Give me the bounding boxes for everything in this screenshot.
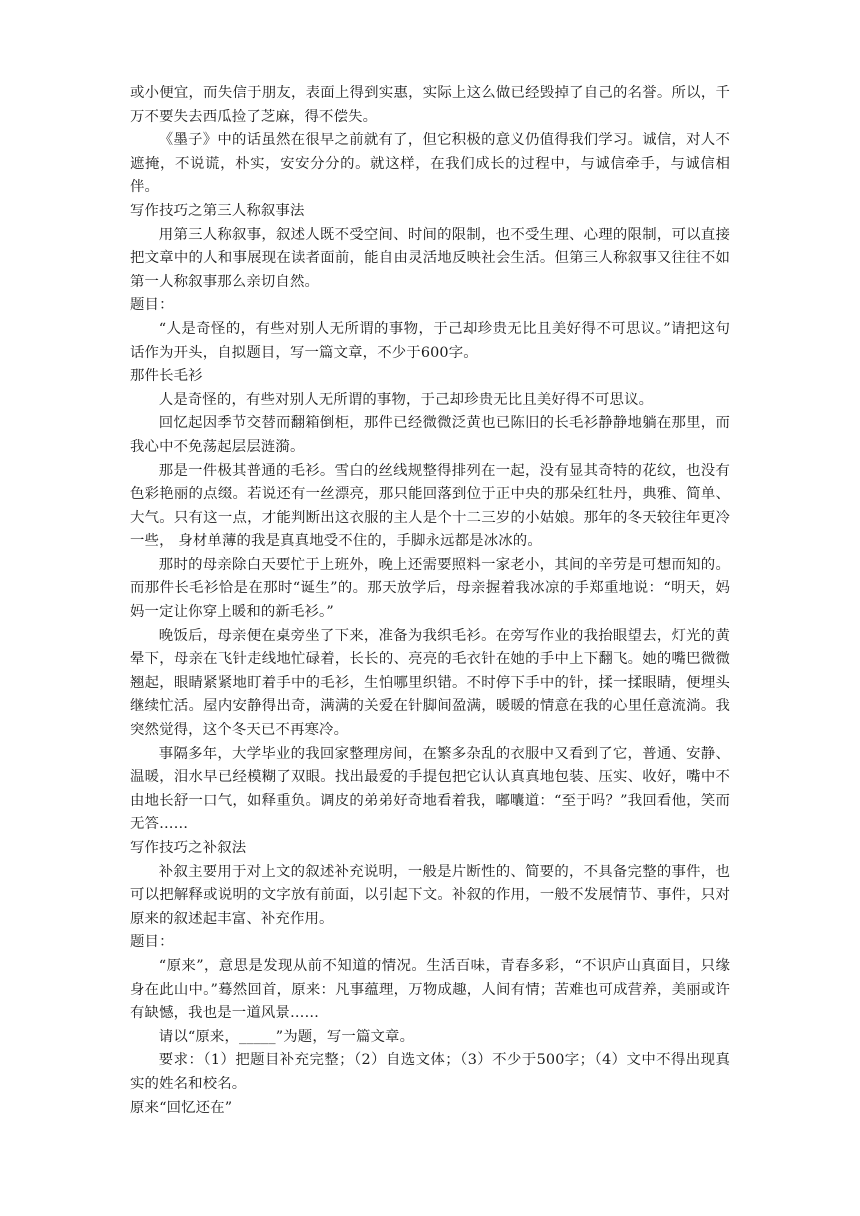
essay-paragraph: 事隔多年，大学毕业的我回家整理房间，在繁多杂乱的衣服中又看到了它，普通、安静、温暖，泪水早已经模糊了双眼。找出最爱的手提包把它认认真真地包装、压实、收好，嘴中不由地长舒一口气，如释重负。调皮的弟弟好奇地看着我，嘟囔道：“至于吗？”我回看他，笑而无答…… (130, 745, 730, 833)
essay-paragraph: 回忆起因季节交替而翻箱倒柜，那件已经微微泛黄也已陈旧的长毛衫静静地躺在那里，而我心中不免荡起层层涟漪。 (130, 415, 730, 455)
paragraph-mozi: 《墨子》中的话虽然在很早之前就有了，但它积极的意义仍值得我们学习。诚信，对人不遮掩，不说谎，朴实，安安分分的。就这样，在我们成长的过程中，与诚信牵手，与诚信相伴。 (130, 132, 730, 196)
section-heading-third-person: 写作技巧之第三人称叙事法 (130, 202, 305, 219)
prompt-label: 题目： (130, 297, 174, 314)
essay-paragraph: 晚饭后，母亲便在桌旁坐了下来，准备为我织毛衫。在旁写作业的我抬眼望去，灯光的黄晕下，母亲在飞针走线地忙碌着，长长的、亮亮的毛衣针在她的手中上下翻飞。她的嘴巴微微翘起，眼睛紧紧地盯着手中的毛衫，生怕哪里织错。不时停下手中的针，揉一揉眼睛，便埋头继续忙活。屋内安静得出奇，满满的关爱在针脚间盈满，暖暖的情意在我的心里任意流淌。我突然觉得，这个冬天已不再寒冷。 (130, 627, 730, 739)
essay-paragraph: 那是一件极其普通的毛衫。雪白的丝线规整得排列在一起，没有显其奇特的花纹，也没有色彩艳丽的点缀。若说还有一丝漂亮，那只能回落到位于正中央的那朵红牡丹，典雅、简单、大气。只有这一点，才能判断出这衣服的主人是个十二三岁的小姑娘。那年的冬天较往年更冷一些， 身材单薄的我是真真地受不住的，手脚永远都是冰冰的。 (130, 462, 730, 550)
essay-title-sweater: 那件长毛衫 (130, 368, 203, 385)
document-body (130, 82, 730, 1120)
prompt-label: 题目： (130, 934, 174, 951)
essay-title-memories: 原来“回忆还在” (130, 1099, 233, 1116)
section-heading-supplementary: 写作技巧之补叙法 (130, 840, 247, 856)
paragraph-third-person-explanation: 用第三人称叙事，叙述人既不受空间、时间的限制，也不受生理、心理的限制，可以直接把文章中的人和事展现在读者面前，能自由灵活地反映社会生活。但第三人称叙事又往往不如第一人称叙事那么亲切自然。 (130, 226, 730, 290)
essay-paragraph: 那时的母亲除白天要忙于上班外，晚上还需要照料一家老小，其间的辛劳是可想而知的。而那件长毛衫恰是在那时“诞生”的。那天放学后，母亲握着我冰凉的手郑重地说：“明天，妈妈一定让你穿上暖和的新毛衫。” (130, 556, 730, 621)
paragraph-continuation: 或小便宜，而失信于朋友，表面上得到实惠，实际上这么做已经毁掉了自己的名誉。所以，千万不要失去西瓜捡了芝麻，得不偿失。 (130, 85, 730, 125)
paragraph-prompt-instruction: 请以“原来，_____”为题，写一篇文章。 (158, 1028, 415, 1045)
paragraph-prompt-2: “原来”，意思是发现从前不知道的情况。生活百味，青春多彩，“不识庐山真面目，只缘身在此山中。”蓦然回首，原来：凡事蕴理，万物成趣，人间有情；苦难也可成营养，美丽或许有缺憾，我也是一道风景…… (130, 957, 730, 1022)
paragraph-prompt-1: “人是奇怪的，有些对别人无所谓的事物，于己却珍贵无比且美好得不可思议。”请把这句话作为开头，自拟题目，写一篇文章，不少于600字。 (130, 320, 730, 361)
paragraph-prompt-requirements: 要求：（1）把题目补充完整；（2）自选文体；（3）不少于500字；（4）文中不得出现真实的姓名和校名。 (130, 1052, 730, 1092)
essay-paragraph: 人是奇怪的，有些对别人无所谓的事物，于己却珍贵无比且美好得不可思议。 (158, 391, 654, 408)
paragraph-supplementary-explanation: 补叙主要用于对上文的叙述补充说明，一般是片断性的、简要的，不具备完整的事件，也可以把解释或说明的文字放有前面，以引起下文。补叙的作用，一般不发展情节、事件，只对原来的叙述起丰富、补充作用。 (130, 863, 730, 927)
